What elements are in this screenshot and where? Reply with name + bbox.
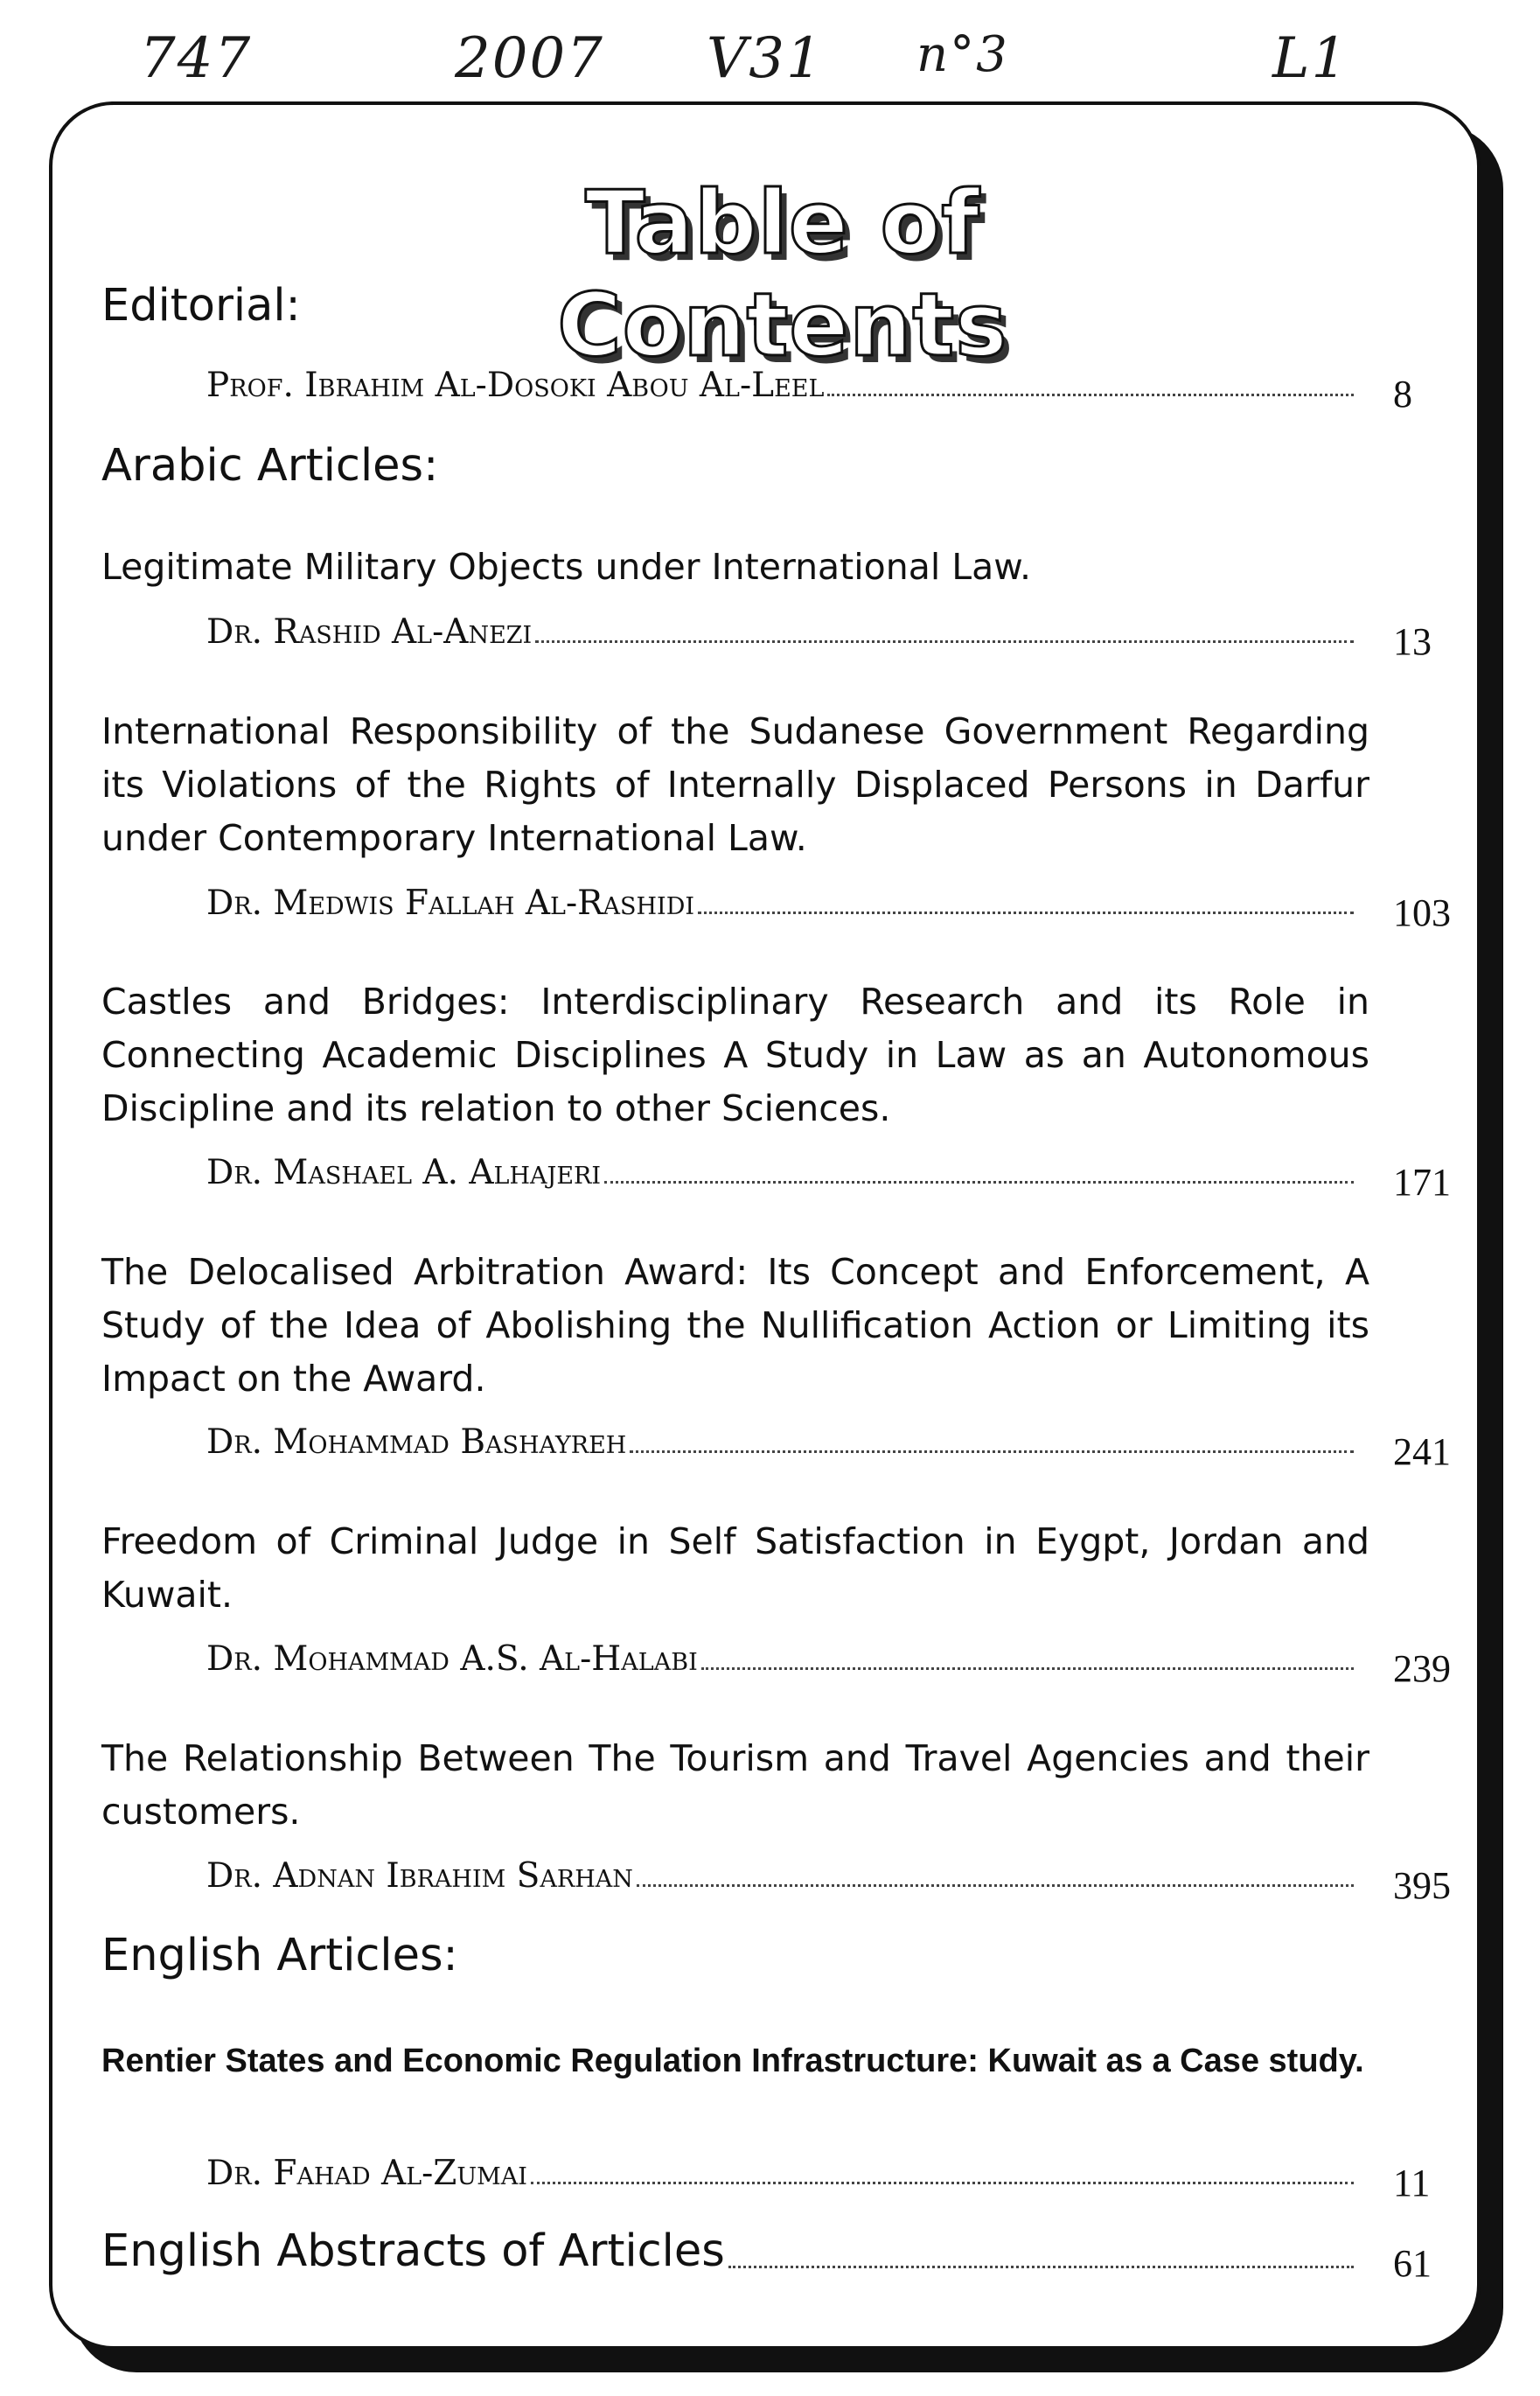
- article-author: Dr. Adnan Ibrahim Sarhan: [206, 1856, 633, 1896]
- article-entry: [206, 1153, 1361, 1192]
- article-title: The Delocalised Arbitration Award: Its Concept and Enforcement, A Study of the Idea of Abolishing the Nullification Action or Limiting its Impact on the Award.: [101, 1251, 1369, 1400]
- abstracts-page: 61: [1393, 2242, 1432, 2285]
- article-page: 11: [1393, 2162, 1431, 2204]
- leader-dots: [531, 2182, 1354, 2184]
- leader-dots: [637, 1884, 1354, 1887]
- article-page: 395: [1393, 1864, 1451, 1907]
- article-page: 239: [1393, 1647, 1451, 1690]
- article-entry: [206, 612, 1361, 652]
- article-page: 103: [1393, 891, 1451, 934]
- handwritten-ref: 747: [140, 26, 253, 91]
- handwritten-code: L1: [1272, 26, 1349, 91]
- leader-dots: [701, 1667, 1354, 1670]
- article-page: 171: [1393, 1161, 1451, 1204]
- article-entry: [206, 2154, 1361, 2193]
- article-author: Dr. Mashael A. Alhajeri: [206, 1153, 602, 1192]
- article-author: Dr. Medwis Fallah Al-Rashidi: [206, 884, 695, 923]
- page-title: Table of Contents: [557, 171, 1008, 376]
- article-title: International Responsibility of the Sudanese Government Regarding its Violations of the Rights of Internally Displaced Persons in Darfur under Contemporary International Law.: [101, 710, 1369, 859]
- article-title: Castles and Bridges: Interdisciplinary Research and its Role in Connecting Academic Disciplines A Study in Law as an Autonomous Discipline and its relation to other Sciences.: [101, 981, 1369, 1129]
- abstracts-entry: [101, 2225, 1361, 2277]
- leader-dots: [604, 1181, 1354, 1184]
- handwritten-year: 2007: [455, 26, 604, 91]
- abstracts-label: English Abstracts of Articles: [101, 2225, 725, 2277]
- article-author: Dr. Fahad Al-Zumai: [206, 2154, 527, 2193]
- article-title: Legitimate Military Objects under International Law.: [101, 546, 1032, 588]
- handwritten-volume: V31: [707, 26, 824, 91]
- contents-frame: [49, 101, 1481, 2350]
- editorial-heading: Editorial:: [101, 280, 301, 332]
- article-page: 241: [1393, 1430, 1451, 1473]
- article-title: Freedom of Criminal Judge in Self Satisfaction in Eygpt, Jordan and Kuwait.: [101, 1520, 1369, 1616]
- article-author: Dr. Mohammad A.S. Al-Halabi: [206, 1639, 698, 1679]
- article-entry: [206, 884, 1361, 923]
- english-articles-heading: English Articles:: [101, 1930, 458, 1981]
- article-page: 13: [1393, 620, 1432, 663]
- leader-dots: [698, 912, 1354, 914]
- arabic-articles-heading: Arabic Articles:: [101, 440, 439, 492]
- handwritten-number: n°3: [916, 26, 1009, 83]
- article-title: The Relationship Between The Tourism and Travel Agencies and their customers.: [101, 1737, 1369, 1833]
- leader-dots: [535, 640, 1354, 643]
- article-author: Dr. Rashid Al-Anezi: [206, 612, 533, 652]
- leader-dots: [728, 2266, 1354, 2268]
- leader-dots: [827, 394, 1354, 396]
- article-author: Dr. Mohammad Bashayreh: [206, 1422, 627, 1462]
- editorial-author: Prof. Ibrahim Al-Dosoki Abou Al-Leel: [206, 366, 825, 405]
- article-entry: [206, 1856, 1361, 1896]
- editorial-page: 8: [1393, 373, 1412, 416]
- article-title: Rentier States and Economic Regulation Infrastructure: Kuwait as a Case study.: [101, 2043, 1364, 2079]
- leader-dots: [630, 1450, 1354, 1453]
- article-entry: [206, 1422, 1361, 1462]
- article-entry: [206, 1639, 1361, 1679]
- editorial-entry: [206, 366, 1361, 405]
